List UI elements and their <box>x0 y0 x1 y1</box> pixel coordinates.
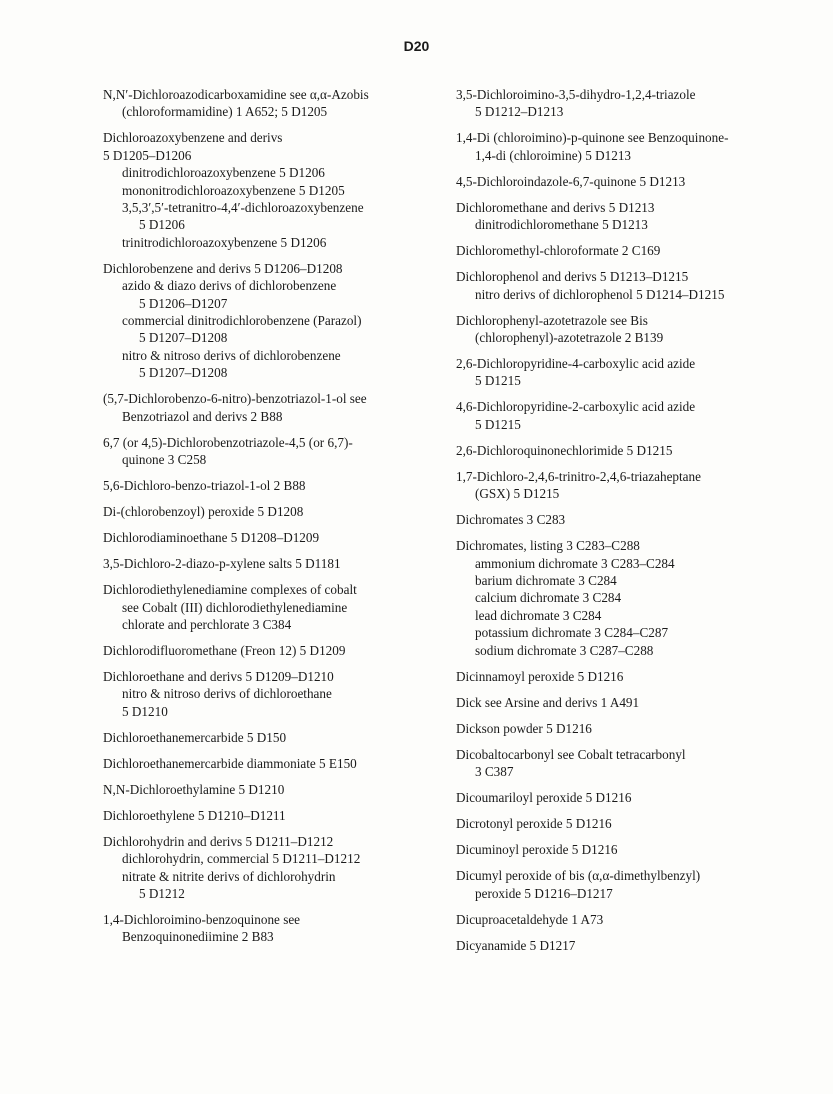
index-entry <box>103 581 423 633</box>
index-entry-heading: 6,7 (or 4,5)-Dichlorobenzotriazole-4,5 (or 6,7)- <box>103 434 353 450</box>
index-entry <box>456 815 796 832</box>
index-entry <box>103 503 423 520</box>
index-entry-subline: 5 D1212 <box>139 885 185 901</box>
page-header: D20 <box>403 38 430 54</box>
index-entry-subline: Benzoquinonediimine 2 B83 <box>122 929 274 945</box>
index-entry <box>456 173 796 190</box>
index-entry <box>456 242 796 259</box>
index-entry-heading: Dick see Arsine and derivs 1 A491 <box>456 694 640 710</box>
index-entry <box>456 841 796 858</box>
index-entry-subline: commercial dinitrodichlorobenzene (Parazol) <box>122 313 362 329</box>
index-entry-heading: 3,5-Dichloroimino-3,5-dihydro-1,2,4-triazole <box>456 87 696 102</box>
index-entry <box>456 129 796 164</box>
index-entry <box>456 86 796 121</box>
index-entry-subline: chlorate and perchlorate 3 C384 <box>122 616 292 632</box>
index-entry <box>456 268 796 303</box>
index-entry <box>103 755 423 772</box>
index-entry-subline: calcium dichromate 3 C284 <box>475 590 622 606</box>
index-entry-heading: Dichloroethylene 5 D1210–D1211 <box>103 807 286 823</box>
index-entry <box>103 668 423 720</box>
index-entry <box>456 312 796 347</box>
index-entry-heading: Dicuproacetaldehyde 1 A73 <box>456 911 604 927</box>
index-entry-heading: Dicuminoyl peroxide 5 D1216 <box>456 842 618 858</box>
index-entry-subline: nitrate & nitrite derivs of dichlorohydrin <box>122 868 336 884</box>
index-entry-subline: mononitrodichloroazoxybenzene 5 D1205 <box>122 182 345 198</box>
index-entry-heading: 5 D1205–D1206 <box>103 147 192 163</box>
index-entry-heading: Dichloroethanemercarbide diammoniate 5 E150 <box>103 755 357 771</box>
index-entry-subline: 5 D1215 <box>475 416 521 432</box>
index-entry-heading: Dichloroazoxybenzene and derivs <box>103 130 283 146</box>
index-entry-heading: Di-(chlorobenzoyl) peroxide 5 D1208 <box>103 504 304 520</box>
index-entry-heading: 2,6-Dichloropyridine-4-carboxylic acid azide <box>456 356 696 372</box>
index-entry-heading: 4,6-Dichloropyridine-2-carboxylic acid azide <box>456 399 696 415</box>
index-entry-heading: Dicumyl peroxide of bis (α,α-dimethylbenzyl) <box>456 868 701 884</box>
index-entry-subline: Benzotriazol and derivs 2 B88 <box>122 408 283 424</box>
index-entry-heading: 4,5-Dichloroindazole-6,7-quinone 5 D1213 <box>456 173 686 189</box>
index-entry-subline: lead dichromate 3 C284 <box>475 607 602 623</box>
index-entry <box>456 537 796 659</box>
index-entry-subline: quinone 3 C258 <box>122 452 207 468</box>
index-entry <box>103 129 423 251</box>
index-entry-heading: Dicoumariloyl peroxide 5 D1216 <box>456 790 632 806</box>
index-entry-subline: trinitrodichloroazoxybenzene 5 D1206 <box>122 234 327 250</box>
index-entry-heading: 5,6-Dichloro-benzo-triazol-1-ol 2 B88 <box>103 478 306 494</box>
index-entry-heading: 2,6-Dichloroquinonechlorimide 5 D1215 <box>456 442 673 458</box>
index-entry-subline: 3 C387 <box>475 764 514 780</box>
index-entry <box>456 911 796 928</box>
index-entry <box>103 477 423 494</box>
index-entry-heading: Dicrotonyl peroxide 5 D1216 <box>456 816 612 832</box>
index-entry-subline: 5 D1212–D1213 <box>475 104 564 120</box>
index-entry <box>103 642 423 659</box>
index-entry-heading: Dichlorobenzene and derivs 5 D1206–D1208 <box>103 260 343 276</box>
index-entry <box>456 694 796 711</box>
index-entry-subline: dinitrodichloroazoxybenzene 5 D1206 <box>122 165 325 181</box>
index-entry <box>456 720 796 737</box>
index-column-left <box>103 86 423 954</box>
index-entry-heading: Dichlorohydrin and derivs 5 D1211–D1212 <box>103 833 334 849</box>
index-entry <box>456 398 796 433</box>
index-entry-heading: Dicinnamoyl peroxide 5 D1216 <box>456 668 624 684</box>
index-entry-subline: 1,4-di (chloroimine) 5 D1213 <box>475 147 632 163</box>
index-entry-heading: Dichlorodiaminoethane 5 D1208–D1209 <box>103 530 320 546</box>
index-entry-subline: nitro & nitroso derivs of dichloroethane <box>122 686 332 702</box>
index-entry <box>103 911 423 946</box>
index-entry <box>456 511 796 528</box>
index-entry-subline: dinitrodichloromethane 5 D1213 <box>475 217 648 233</box>
index-entry-subline: 5 D1206–D1207 <box>139 295 228 311</box>
index-entry-heading: Dichlorodiethylenediamine complexes of cobalt <box>103 582 357 598</box>
index-entry <box>103 729 423 746</box>
index-entry <box>103 555 423 572</box>
index-entry <box>456 867 796 902</box>
index-entry <box>103 529 423 546</box>
index-entry-subline: nitro & nitroso derivs of dichlorobenzene <box>122 347 341 363</box>
index-entry-heading: Dichloromethyl-chloroformate 2 C169 <box>456 243 661 259</box>
index-entry-subline: potassium dichromate 3 C284–C287 <box>475 625 669 641</box>
index-entry <box>103 833 423 903</box>
index-entry <box>103 260 423 382</box>
index-entry-heading: Dichloromethane and derivs 5 D1213 <box>456 199 655 215</box>
index-entry <box>103 390 423 425</box>
index-entry-heading: Dichlorodifluoromethane (Freon 12) 5 D1209 <box>103 642 346 658</box>
index-entry-heading: Dichromates 3 C283 <box>456 512 566 528</box>
index-entry <box>456 199 796 234</box>
index-entry <box>103 781 423 798</box>
index-entry-subline: ammonium dichromate 3 C283–C284 <box>475 555 675 571</box>
index-entry-subline: 5 D1207–D1208 <box>139 365 228 381</box>
index-entry-subline: nitro derivs of dichlorophenol 5 D1214–D1215 <box>475 286 725 302</box>
index-entry-heading: Dichloroethanemercarbide 5 D150 <box>103 729 287 745</box>
index-entry-heading: N,N-Dichloroethylamine 5 D1210 <box>103 781 285 797</box>
index-entry <box>456 442 796 459</box>
index-entry <box>103 807 423 824</box>
index-entry-subline: 5 D1215 <box>475 373 521 389</box>
index-entry-subline: see Cobalt (III) dichlorodiethylenediamine <box>122 599 348 615</box>
index-entry <box>456 789 796 806</box>
index-entry-subline: peroxide 5 D1216–D1217 <box>475 885 613 901</box>
index-entry-heading: Dickson powder 5 D1216 <box>456 720 592 736</box>
index-entry-subline: dichlorohydrin, commercial 5 D1211–D1212 <box>122 851 361 867</box>
index-entry-subline: azido & diazo derivs of dichlorobenzene <box>122 278 337 294</box>
index-entry-heading: Dichlorophenol and derivs 5 D1213–D1215 <box>456 269 689 285</box>
index-entry <box>456 668 796 685</box>
index-entry-subline: (chloroformamidine) 1 A652; 5 D1205 <box>122 104 328 120</box>
index-entry-heading: 1,4-Di (chloroimino)-p-quinone see Benzoquinone- <box>456 130 729 146</box>
index-entry-heading: Dichloroethane and derivs 5 D1209–D1210 <box>103 668 334 684</box>
index-entry-subline: (chlorophenyl)-azotetrazole 2 B139 <box>475 330 664 346</box>
index-entry-heading: Dicobaltocarbonyl see Cobalt tetracarbonyl <box>456 746 686 762</box>
index-entry-subline: barium dichromate 3 C284 <box>475 573 617 589</box>
index-entry <box>103 434 423 469</box>
index-entry <box>103 86 423 121</box>
index-entry-subline: sodium dichromate 3 C287–C288 <box>475 642 654 658</box>
index-entry <box>456 468 796 503</box>
index-entry-subline: 5 D1207–D1208 <box>139 330 228 346</box>
index-entry-heading: Dichromates, listing 3 C283–C288 <box>456 538 640 554</box>
index-entry-subline: 5 D1206 <box>139 217 185 233</box>
index-entry-subline: (GSX) 5 D1215 <box>475 486 560 502</box>
index-entry-heading: N,N′-Dichloroazodicarboxamidine see α,α-Azobis <box>103 87 369 102</box>
index-entry-heading: Dichlorophenyl-azotetrazole see Bis <box>456 312 648 328</box>
index-entry-subline: 3,5,3′,5′-tetranitro-4,4′-dichloroazoxybenzene <box>122 200 364 216</box>
index-entry-subline: 5 D1210 <box>122 703 168 719</box>
index-entry-heading: (5,7-Dichlorobenzo-6-nitro)-benzotriazol-1-ol see <box>103 391 367 407</box>
index-entry-heading: Dicyanamide 5 D1217 <box>456 937 576 953</box>
index-entry-heading: 3,5-Dichloro-2-diazo-p-xylene salts 5 D1181 <box>103 556 341 572</box>
index-column-right <box>456 86 796 963</box>
index-entry <box>456 937 796 954</box>
index-entry <box>456 355 796 390</box>
index-entry-heading: 1,7-Dichloro-2,4,6-trinitro-2,4,6-triazaheptane <box>456 468 701 484</box>
index-entry-heading: 1,4-Dichloroimino-benzoquinone see <box>103 911 301 927</box>
index-entry <box>456 746 796 781</box>
